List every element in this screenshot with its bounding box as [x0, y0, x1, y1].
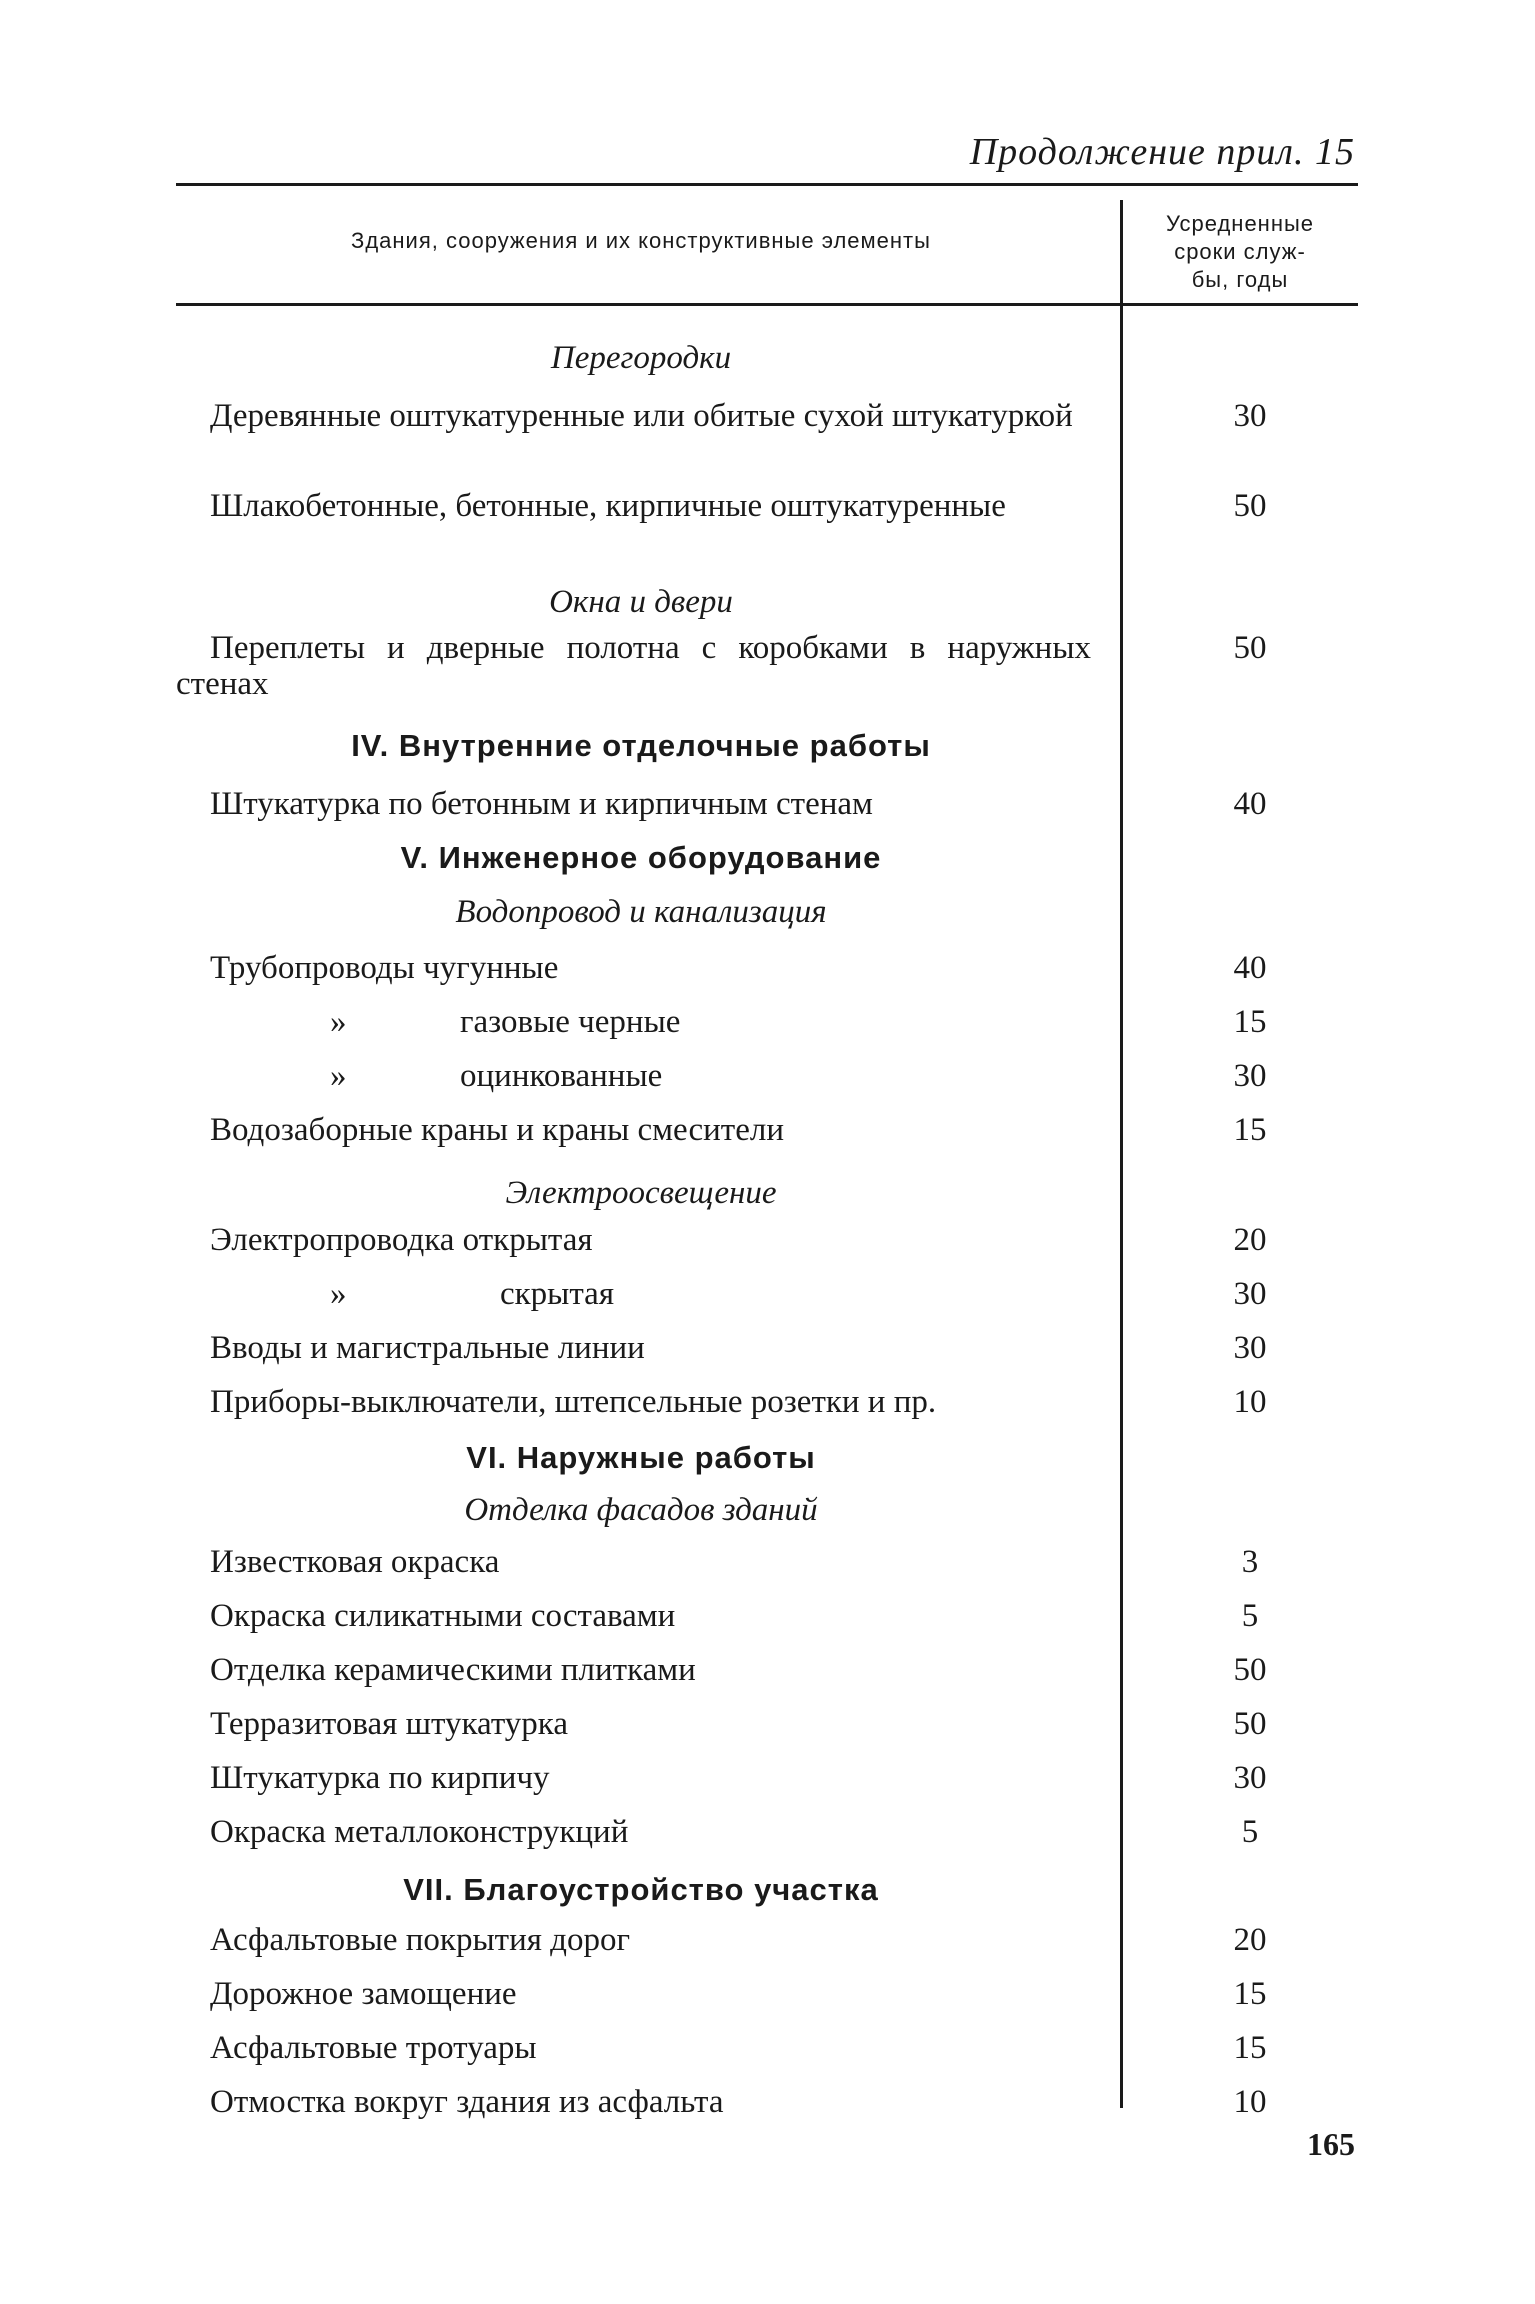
row-value: 40	[1233, 950, 1267, 986]
row-label: Известковая окраска	[210, 1544, 500, 1580]
section-heading: Отделка фасадов зданий	[464, 1492, 818, 1528]
row-value: 15	[1233, 1004, 1267, 1040]
row-value: 15	[1233, 2030, 1267, 2066]
row-label: оцинкованные	[460, 1058, 663, 1094]
row-label: Асфальтовые тротуары	[210, 2030, 537, 2066]
row-label: Трубопроводы чугунные	[210, 950, 559, 986]
row-value: 30	[1233, 1276, 1267, 1312]
row-label: Отделка керамическими плитками	[210, 1652, 696, 1688]
row-label: Деревянные оштукатуренные или обитые сухой штукатуркой	[210, 398, 1073, 434]
row-value: 20	[1233, 1222, 1267, 1258]
row-label: Штукатурка по кирпичу	[210, 1760, 550, 1796]
row-value: 30	[1233, 1058, 1267, 1094]
table-top-rule	[176, 183, 1358, 186]
row-value: 50	[1233, 1706, 1267, 1742]
section-heading: Окна и двери	[549, 584, 733, 620]
section-heading: V. Инженерное оборудование	[400, 840, 882, 875]
ditto-mark: »	[330, 1058, 347, 1094]
table-header-rule	[176, 303, 1358, 306]
section-heading: Водопровод и канализация	[455, 894, 827, 930]
continuation-caption: Продолжение прил. 15	[969, 131, 1355, 173]
row-label: Дорожное замощение	[210, 1976, 517, 2012]
section-heading: Электроосвещение	[505, 1175, 777, 1211]
page-number: 165	[1307, 2126, 1355, 2162]
section-heading: VII. Благоустройство участка	[403, 1872, 879, 1907]
row-value: 5	[1241, 1598, 1259, 1634]
row-value: 10	[1233, 1384, 1267, 1420]
row-value: 20	[1233, 1922, 1267, 1958]
row-label: Водозаборные краны и краны смесители	[210, 1112, 784, 1148]
row-value: 50	[1233, 488, 1267, 524]
row-value: 15	[1233, 1976, 1267, 2012]
row-value: 5	[1241, 1814, 1259, 1850]
column-header-line: Усредненные	[1165, 211, 1315, 236]
ditto-mark: »	[330, 1276, 347, 1312]
row-value: 50	[1233, 1652, 1267, 1688]
row-label: Электропроводка открытая	[210, 1222, 593, 1258]
row-label: скрытая	[500, 1276, 615, 1312]
row-value: 50	[1233, 630, 1267, 666]
column-header-line: сроки служ-	[1174, 239, 1306, 264]
row-value: 30	[1233, 1330, 1267, 1366]
row-value: 15	[1233, 1112, 1267, 1148]
row-label: Приборы-выключатели, штепсельные розетки и пр.	[210, 1384, 937, 1420]
column-header-service-life	[1140, 210, 1340, 294]
row-value: 40	[1233, 786, 1267, 822]
row-label: Асфальтовые покрытия дорог	[210, 1922, 630, 1958]
row-value: 3	[1241, 1544, 1259, 1580]
row-value: 10	[1233, 2084, 1267, 2120]
ditto-mark: »	[330, 1004, 347, 1040]
column-divider	[1120, 200, 1123, 2108]
row-label: Окраска силикатными составами	[210, 1598, 676, 1634]
row-value: 30	[1233, 398, 1267, 434]
section-heading: Перегородки	[550, 340, 732, 376]
row-label: Шлакобетонные, бетонные, кирпичные оштукатуренные	[210, 488, 1006, 524]
row-value: 30	[1233, 1760, 1267, 1796]
row-label: Переплеты и дверные полотна с коробками в наружных стенах	[176, 630, 1091, 702]
column-header-elements: Здания, сооружения и их конструктивные элементы	[351, 228, 931, 253]
row-label: Окраска металлоконструкций	[210, 1814, 629, 1850]
row-label: Отмостка вокруг здания из асфальта	[210, 2084, 724, 2120]
section-heading: IV. Внутренние отделочные работы	[351, 728, 931, 763]
section-heading: VI. Наружные работы	[466, 1440, 816, 1475]
row-label: газовые черные	[460, 1004, 681, 1040]
row-label: Вводы и магистральные линии	[210, 1330, 645, 1366]
column-header-line: бы, годы	[1191, 267, 1289, 292]
row-label: Терразитовая штукатурка	[210, 1706, 568, 1742]
row-label: Штукатурка по бетонным и кирпичным стенам	[210, 786, 873, 822]
